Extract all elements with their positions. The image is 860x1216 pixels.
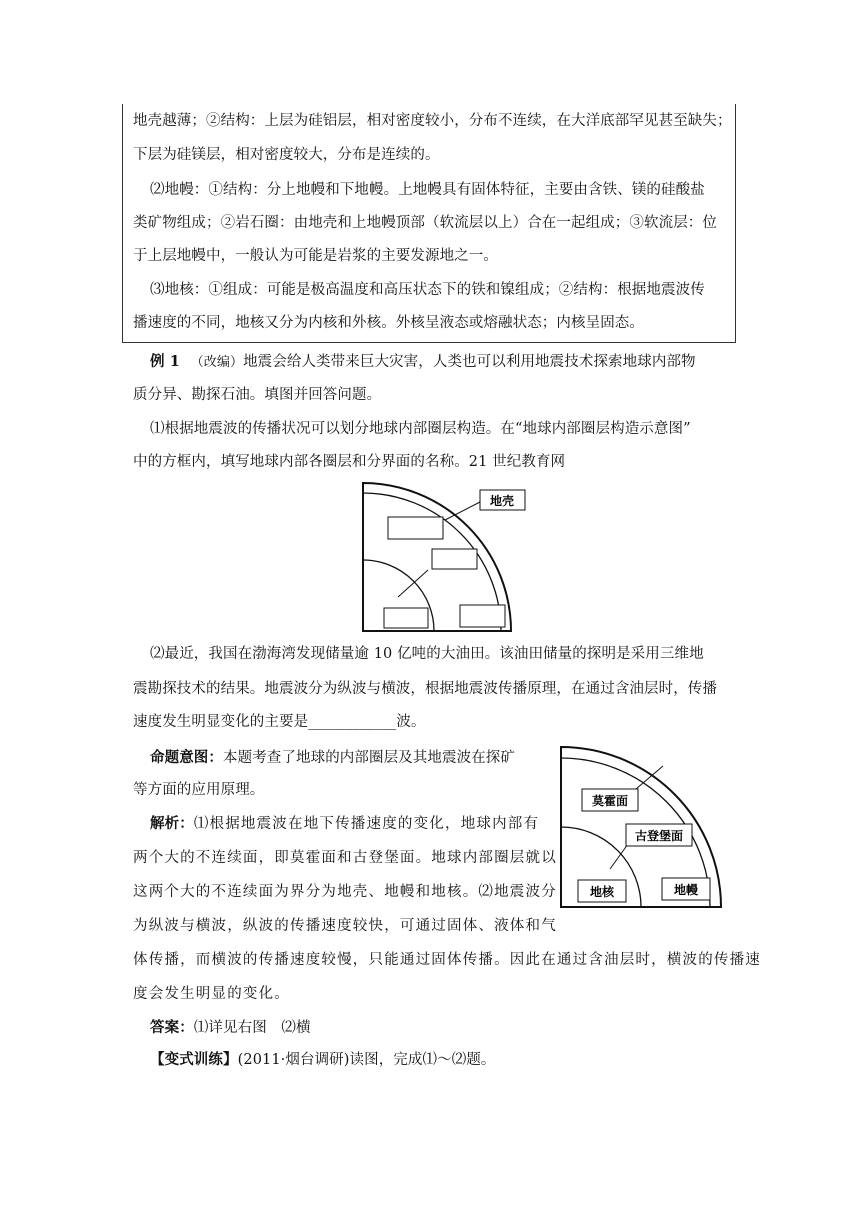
analysis-line-6: 度会发生明显的变化。	[133, 986, 290, 1002]
analysis-line-2: 两个大的不连续面，即莫霍面和古登堡面。地球内部圈层就以	[133, 850, 557, 866]
earth-structure-blank-figure	[360, 480, 535, 635]
intent-text-1: 本题考查了地球的内部圈层及其地震波在探矿	[223, 750, 515, 766]
q2-line-1: ⑵最近，我国在渤海湾发现储量逾 10 亿吨的大油田。该油田储量的探明是采用三维地	[150, 646, 704, 662]
variant-text: (2011·烟台调研)读图，完成⑴～⑵题。	[237, 1052, 496, 1068]
example-line-2: 质分异、勘探石油。填图并回答问题。	[133, 387, 382, 403]
analysis-label: 解析：	[150, 815, 194, 832]
q1-line-1: ⑴根据地震波的传播状况可以划分地球内部圈层构造。在“地球内部圈层构造示意图”	[150, 421, 691, 437]
example-text-1: 地震会给人类带来巨大灾害，人类也可以利用地震技术探索地球内部物	[243, 354, 696, 370]
variant-label: 【变式训练】	[150, 1051, 238, 1068]
box-line-2: 下层为硅镁层，相对密度较大，分布是连续的。	[133, 147, 440, 163]
box-line-3: ⑵地幔：①结构：分上地幔和下地幔。上地幔具有固体特征，主要由含铁、镁的硅酸盐	[150, 182, 705, 198]
earth-structure-answer-figure	[558, 744, 738, 914]
analysis-text-1: ⑴根据地震波在地下传播速度的变化，地球内部有	[193, 816, 540, 832]
leader-line-moho	[636, 766, 663, 789]
blank-box-1[interactable]	[388, 517, 443, 539]
gutenberg-label: 古登堡面	[634, 829, 684, 843]
analysis-line-3: 这两个大的不连续面为界分为地壳、地幔和地核。⑵地震波分	[133, 884, 557, 900]
blank-box-4[interactable]	[460, 605, 505, 627]
mantle-label: 地幔	[673, 883, 699, 897]
answer-text: ⑴详见右图 ⑵横	[193, 1020, 311, 1036]
blank-box-2[interactable]	[432, 549, 477, 569]
answer-line	[150, 1018, 311, 1038]
analysis-line-5: 体传播，而横波的传播速度较慢，只能通过固体传播。因此在通过含油层时，横波的传播速	[133, 952, 761, 968]
blank-box-3[interactable]	[384, 608, 428, 628]
intent-line-2: 等方面的应用原理。	[133, 782, 265, 798]
moho-label: 莫霍面	[591, 794, 629, 808]
variant-line	[150, 1050, 496, 1070]
leader-line-gutenberg	[610, 844, 628, 869]
analysis-line-1	[150, 814, 539, 834]
box-line-7: 播速度的不同，地核又分为内核和外核。外核呈液态或熔融状态；内核呈固态。	[133, 315, 644, 331]
box-line-4: 类矿物组成；②岩石圈：由地壳和上地幔顶部（软流层以上）合在一起组成；③软流层：位	[133, 215, 717, 231]
box-line-5: 于上层地幔中，一般认为可能是岩浆的主要发源地之一。	[133, 248, 498, 264]
analysis-line-4: 为纵波与横波，纵波的传播速度较快，可通过固体、液体和气	[133, 918, 557, 934]
box-line-6: ⑶地核：①组成：可能是极高温度和高压状态下的铁和镍组成；②结构：根据地震波传	[150, 282, 705, 298]
answer-label: 答案：	[150, 1019, 194, 1036]
intent-label: 命题意图：	[150, 749, 223, 766]
intent-line-1	[150, 748, 515, 768]
example-source: （改编）	[190, 355, 244, 370]
q2-line-3: 速度发生明显变化的主要是____________波。	[133, 714, 426, 730]
q2-line-2: 震勘探技术的结果。地震波分为纵波与横波，根据地震波传播原理，在通过含油层时，传播	[133, 681, 717, 697]
example-label: 例 1	[150, 353, 180, 370]
crust-label: 地壳	[489, 494, 515, 508]
box-line-1: 地壳越薄；②结构：上层为硅铝层，相对密度较小，分布不连续，在大洋底部罕见甚至缺失；	[133, 113, 732, 129]
example-line-1	[150, 352, 696, 373]
q1-line-2: 中的方框内，填写地球内部各圈层和分界面的名称。21 世纪教育网	[133, 454, 566, 470]
core-label: 地核	[589, 885, 615, 899]
